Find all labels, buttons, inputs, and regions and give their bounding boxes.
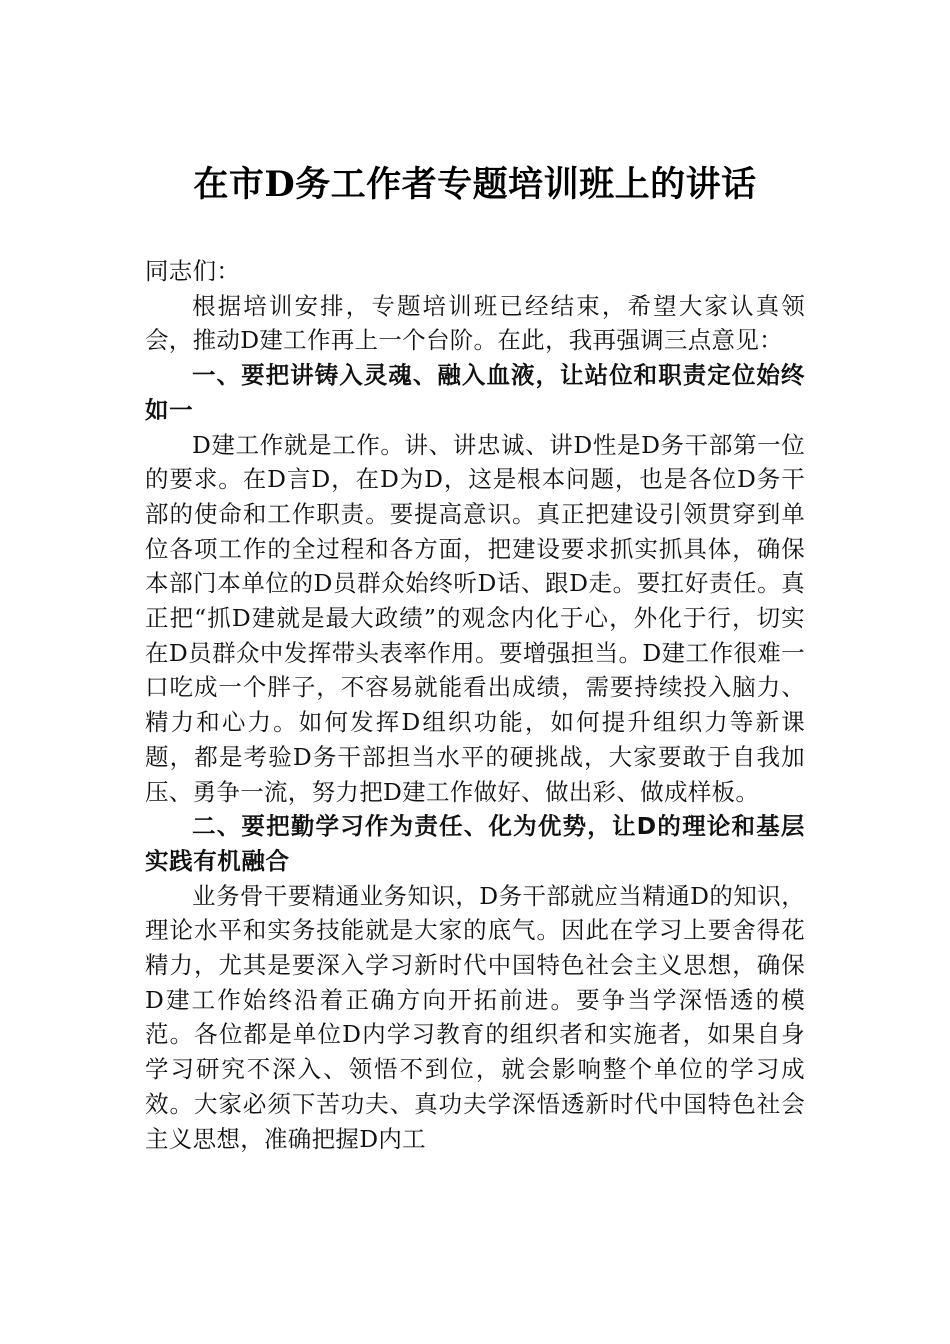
section-body-2: 业务骨干要精通业务知识，D务干部就应当精通D的知识，理论水平和实务技能就是大家的底气。因此在学习上要舍得花精力，尤其是要深入学习新时代中国特色社会主义思想，确保D建工作始终沿着正确方向开拓前进。要争当学深悟透的模范。各位都是单位D内学习教育的组织者和实施者，如果自身学习研究不深入、领悟不到位，就会影响整个单位的学习成效。大家必须下苦功夫、真功夫学深悟透新时代中国特色社会主义思想，准确把握D内工 — [145, 881, 805, 1153]
intro-paragraph: 根据培训安排，专题培训班已经结束，希望大家认真领会，推动D建工作再上一个台阶。在此，我再强调三点意见： — [145, 291, 805, 355]
section-heading-1: 一、要把讲铸入灵魂、融入血液，让站位和职责定位始终如一 — [145, 361, 805, 424]
document-title: 在市D务工作者专题培训班上的讲话 — [193, 164, 757, 205]
document-body — [145, 254, 805, 1156]
section-heading-2: 二、要把勤学习作为责任、化为优势，让D的理论和基层实践有机融合 — [145, 812, 805, 875]
salutation: 同志们： — [145, 257, 241, 285]
section-body-1: D建工作就是工作。讲、讲忠诚、讲D性是D务干部第一位的要求。在D言D，在D为D，这是根本问题，也是各位D务干部的使命和工作职责。要提高意识。真正把建设引领贯穿到单位各项工作的全过程和各方面，把建设要求抓实抓具体，确保本部门本单位的D员群众始终听D话、跟D走。要扛好责任。真正把“抓D建就是最大政绩”的观念内化于心，外化于行，切实在D员群众中发挥带头表率作用。要增强担当。D建工作很难一口吃成一个胖子，不容易就能看出成绩，需要持续投入脑力、精力和心力。如何发挥D组织功能，如何提升组织力等新课题，都是考验D务干部担当水平的硬挑战，大家要敢于自我加压、勇争一流，努力把D建工作做好、做出彩、做成样板。 — [145, 430, 805, 806]
